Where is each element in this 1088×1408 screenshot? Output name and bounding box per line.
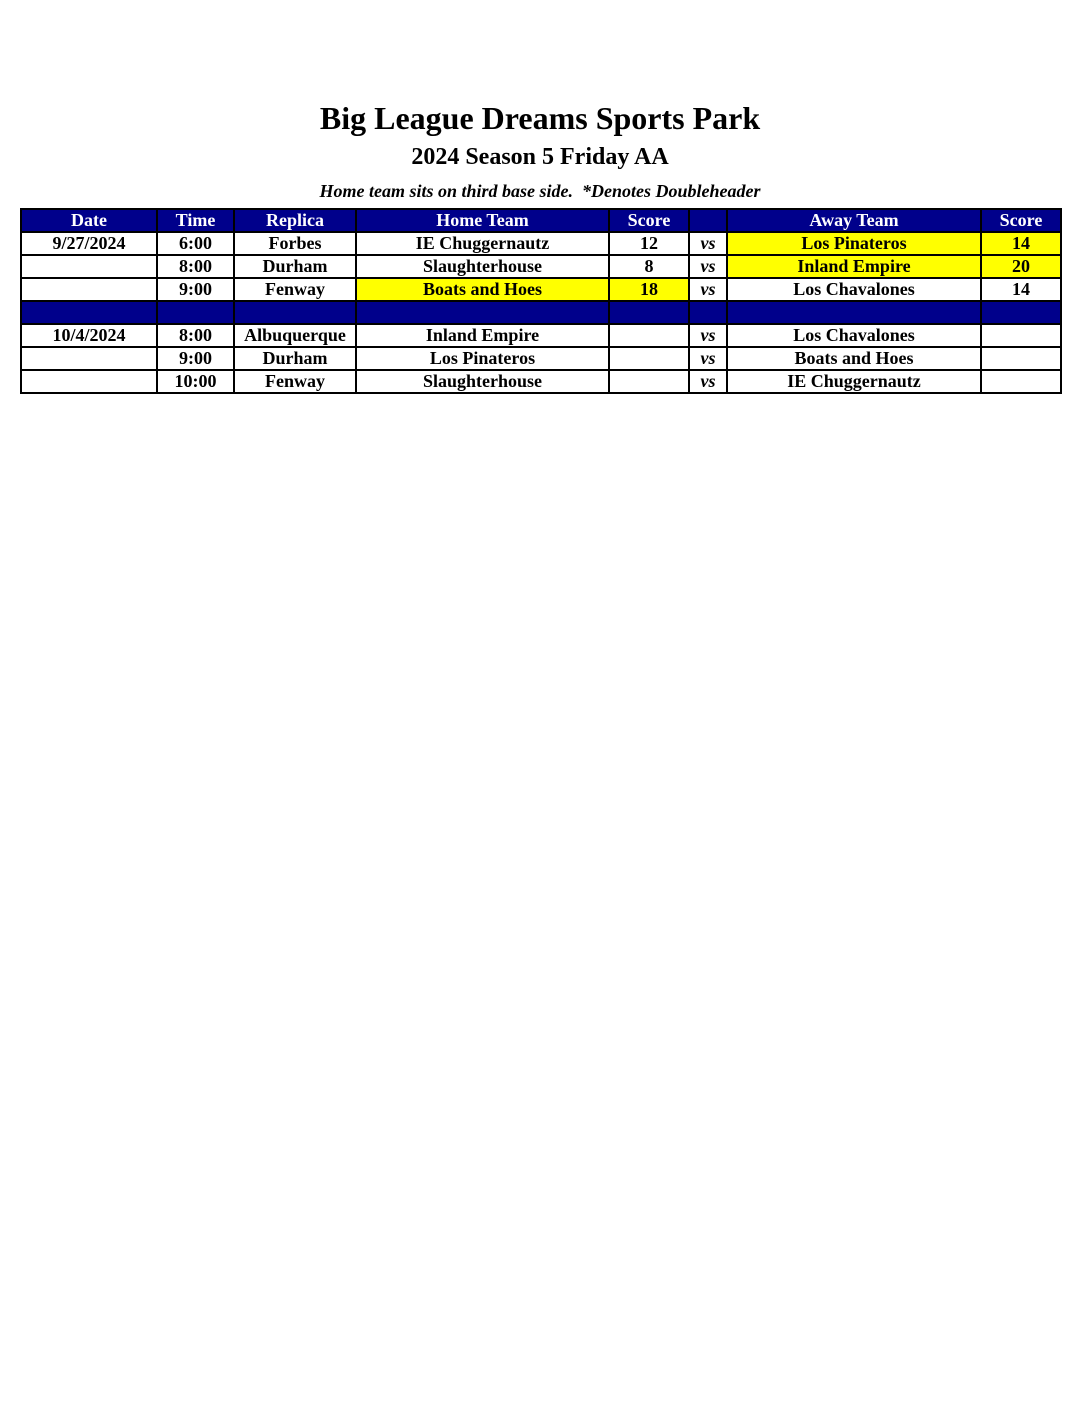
vs-label: vs xyxy=(689,370,727,393)
vs-label: vs xyxy=(689,232,727,255)
home-team: IE Chuggernautz xyxy=(356,232,609,255)
game-replica: Durham xyxy=(234,255,356,278)
away-score: 20 xyxy=(981,255,1061,278)
header-row xyxy=(21,209,1061,232)
away-team: Los Chavalones xyxy=(727,278,981,301)
away-score xyxy=(981,370,1061,393)
away-score xyxy=(981,347,1061,370)
schedule-table xyxy=(20,208,1062,394)
game-date xyxy=(21,347,157,370)
column-header-home-score: Score xyxy=(609,209,689,232)
home-team: Boats and Hoes xyxy=(356,278,609,301)
game-replica: Fenway xyxy=(234,370,356,393)
column-header-replica: Replica xyxy=(234,209,356,232)
vs-label: vs xyxy=(689,347,727,370)
home-team: Slaughterhouse xyxy=(356,370,609,393)
vs-label: vs xyxy=(689,278,727,301)
table-row xyxy=(21,232,1061,255)
game-time: 8:00 xyxy=(157,324,234,347)
column-header-home-team: Home Team xyxy=(356,209,609,232)
game-date xyxy=(21,370,157,393)
away-team: Boats and Hoes xyxy=(727,347,981,370)
column-header-away-team: Away Team xyxy=(727,209,981,232)
page-title: Big League Dreams Sports Park xyxy=(319,100,761,136)
week-separator-row xyxy=(21,301,1061,324)
away-score xyxy=(981,324,1061,347)
game-replica: Fenway xyxy=(234,278,356,301)
game-time: 10:00 xyxy=(157,370,234,393)
away-score: 14 xyxy=(981,232,1061,255)
away-score: 14 xyxy=(981,278,1061,301)
home-score xyxy=(609,347,689,370)
game-date: 9/27/2024 xyxy=(21,232,157,255)
home-score: 12 xyxy=(609,232,689,255)
game-date xyxy=(21,255,157,278)
game-time: 8:00 xyxy=(157,255,234,278)
away-team: IE Chuggernautz xyxy=(727,370,981,393)
column-header-date: Date xyxy=(21,209,157,232)
game-time: 9:00 xyxy=(157,347,234,370)
game-time: 9:00 xyxy=(157,278,234,301)
column-header-away-score: Score xyxy=(981,209,1061,232)
table-row xyxy=(21,324,1061,347)
home-score: 8 xyxy=(609,255,689,278)
schedule-note: Home team sits on third base side. *Denotes Doubleheader xyxy=(319,181,761,201)
home-score xyxy=(609,370,689,393)
game-time: 6:00 xyxy=(157,232,234,255)
away-team: Los Chavalones xyxy=(727,324,981,347)
away-team: Inland Empire xyxy=(727,255,981,278)
vs-label: vs xyxy=(689,324,727,347)
table-row xyxy=(21,278,1061,301)
game-date xyxy=(21,278,157,301)
table-row xyxy=(21,255,1061,278)
home-team: Los Pinateros xyxy=(356,347,609,370)
home-score xyxy=(609,324,689,347)
away-team: Los Pinateros xyxy=(727,232,981,255)
game-replica: Forbes xyxy=(234,232,356,255)
table-row xyxy=(21,347,1061,370)
home-team: Inland Empire xyxy=(356,324,609,347)
home-score: 18 xyxy=(609,278,689,301)
game-replica: Durham xyxy=(234,347,356,370)
column-header-time: Time xyxy=(157,209,234,232)
table-row xyxy=(21,370,1061,393)
home-team: Slaughterhouse xyxy=(356,255,609,278)
page-subtitle: 2024 Season 5 Friday AA xyxy=(411,144,669,170)
game-replica: Albuquerque xyxy=(234,324,356,347)
game-date: 10/4/2024 xyxy=(21,324,157,347)
column-header-vs xyxy=(689,209,727,232)
vs-label: vs xyxy=(689,255,727,278)
